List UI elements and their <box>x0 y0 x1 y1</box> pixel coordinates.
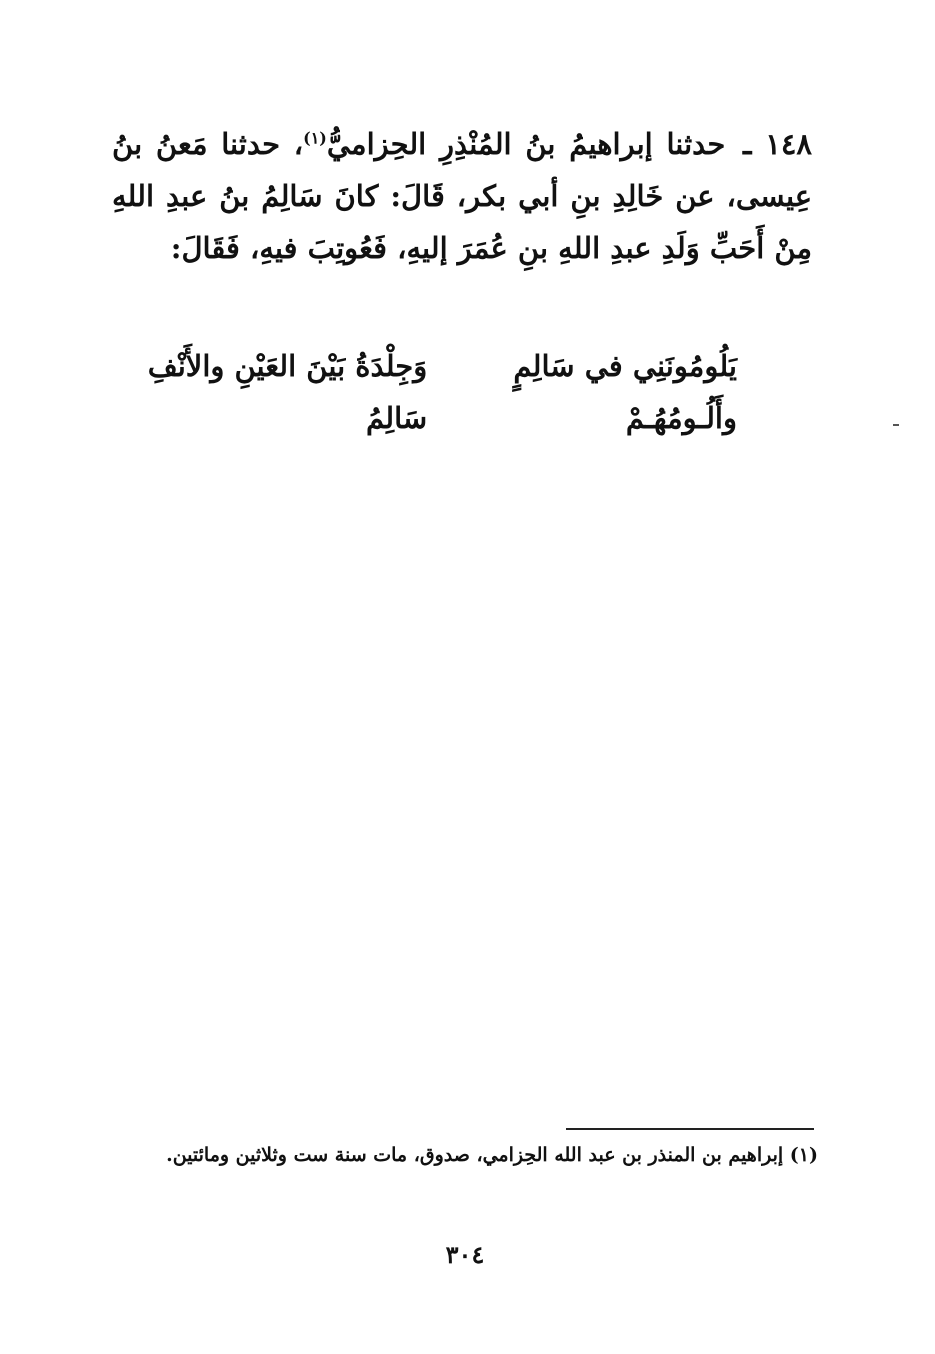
footnote-marker: (١) <box>789 1144 818 1166</box>
verse-second-hemistich: وَجِلْدَةُ بَيْنَ العَيْنِ والأَنْفِ سَالِمُ <box>147 349 428 435</box>
footnote-text: إبراهيم بن المنذر بن عبد الله الحِزامي، صدوق، مات سنة ست وثلاثين ومائتين. <box>166 1144 784 1166</box>
poetry-verse <box>112 340 737 444</box>
verse-first-hemistich: يَلُومُونَنِي في سَالِمٍ وأَلُـومُهُـمْ <box>513 349 737 435</box>
footnote <box>118 1140 818 1171</box>
footnote-reference: (١) <box>303 128 327 148</box>
margin-mark <box>893 424 899 426</box>
hadith-number: ١٤٨ ـ <box>743 127 812 161</box>
hadith-text-part1: حدثنا إبراهيمُ بنُ المُنْذِرِ الحِزاميُّ <box>326 127 726 161</box>
hadith-paragraph <box>112 118 812 274</box>
hadith-text-part2: ، حدثنا مَعنُ بنُ عِيسى، عن خَالِدِ بنِ أبي بكر، قَالَ: كانَ سَالِمُ بنُ عبدِ اللهِ مِنْ أَحَبِّ وَلَدِ عبدِ اللهِ بنِ عُمَرَ إليهِ، فَعُوتِبَ فيهِ، فَقَالَ: <box>112 127 812 265</box>
page-number: ٣٠٤ <box>445 1240 485 1269</box>
footnote-divider <box>566 1128 814 1130</box>
